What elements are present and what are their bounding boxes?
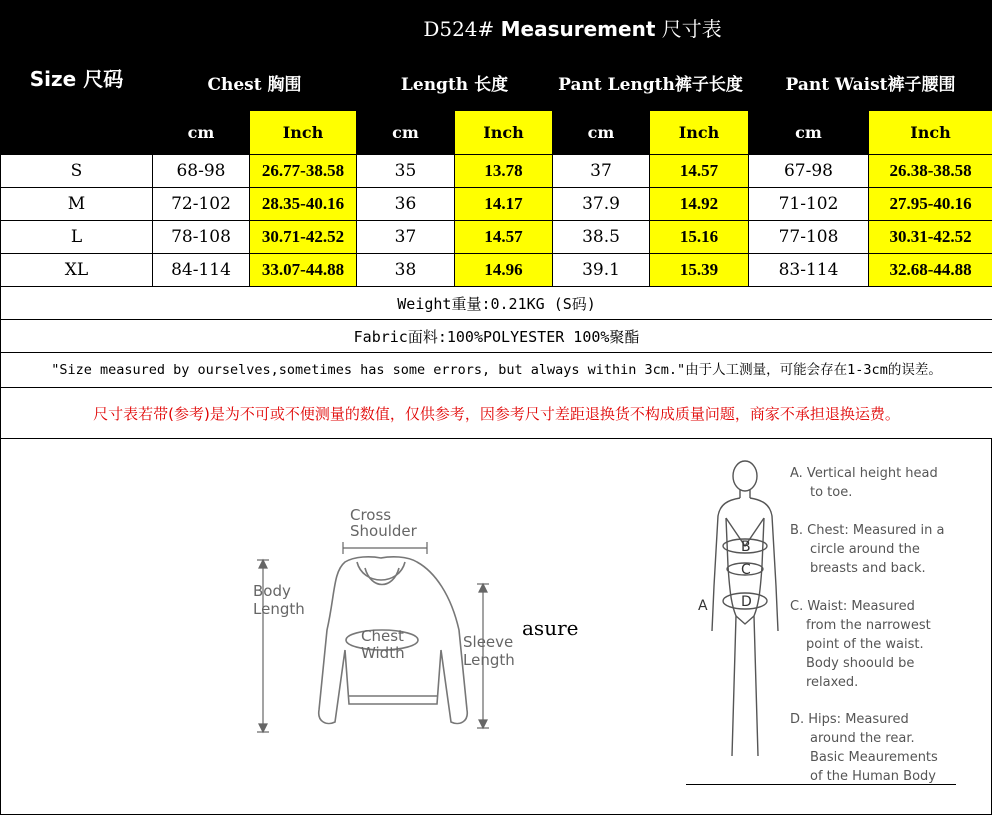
length-inch: 13.78 [455, 155, 553, 188]
chart-title [153, 1, 992, 54]
legend-b-line-1: circle around the [810, 542, 920, 557]
chest-width-label-2: Width [361, 644, 405, 662]
chest-inch: 26.77-38.58 [250, 155, 357, 188]
sleeve-length-label-1: Sleeve [463, 633, 514, 651]
marker-b: B [741, 539, 751, 555]
fabric-info: Fabric面料:100%POLYESTER 100%聚酯 [1, 320, 992, 353]
pant-length-cm: 37.9 [553, 188, 650, 221]
size-cell: M [1, 188, 153, 221]
legend-c [790, 597, 931, 692]
legend-c-line-2: point of the waist. [806, 637, 924, 652]
marker-d: D [741, 594, 752, 610]
length-cm: 38 [357, 254, 455, 287]
unit-cm: cm [749, 111, 869, 155]
legend-c-line-3: Body shoould be [806, 656, 915, 671]
title-bold: Measurement [500, 16, 656, 41]
measurement-note: "Size measured by ourselves,sometimes has some errors, but always within 3cm."由于人工测量，可能会存在1-3cm的误差。 [1, 353, 992, 388]
unit-inch: Inch [650, 111, 749, 155]
pant-waist-inch: 27.95-40.16 [869, 188, 992, 221]
chest-cm: 72-102 [153, 188, 250, 221]
unit-cm: cm [553, 111, 650, 155]
legend-d [790, 710, 938, 786]
legend-b [790, 521, 944, 578]
title-code: D524# [423, 16, 495, 41]
legend-c-label: C. Waist: Measured [790, 599, 915, 614]
legend-b-label: B. Chest: Measured in a [790, 523, 945, 538]
pant-length-inch: 15.16 [650, 221, 749, 254]
legend-a-line-1: to toe. [810, 485, 853, 500]
size-cell: L [1, 221, 153, 254]
legend-d-line-2: Basic Meaurements [810, 750, 938, 765]
legend-a [790, 464, 938, 502]
body-length-label-2: Length [253, 600, 305, 618]
chest-cm: 84-114 [153, 254, 250, 287]
group-pant-waist: Pant Waist裤子腰围 [749, 54, 992, 111]
pant-length-inch: 14.57 [650, 155, 749, 188]
unit-cm: cm [357, 111, 455, 155]
table-row [1, 254, 992, 287]
title-cn: 尺寸表 [661, 16, 722, 41]
marker-c: C [741, 562, 751, 578]
table-row [1, 221, 992, 254]
sweater-measurement-illustration [245, 500, 520, 750]
length-inch: 14.96 [455, 254, 553, 287]
sleeve-length-label-2: Length [463, 651, 515, 669]
table-row [1, 188, 992, 221]
reference-warning: 尺寸表若带(参考)是为不可或不便测量的数值，仅供参考，因参考尺寸差距退换货不构成质量问题，商家不承担退换运费。 [1, 388, 992, 439]
unit-inch: Inch [455, 111, 553, 155]
pant-waist-cm: 83-114 [749, 254, 869, 287]
length-inch: 14.57 [455, 221, 553, 254]
chest-inch: 30.71-42.52 [250, 221, 357, 254]
legend-d-line-1: around the rear. [810, 731, 915, 746]
legend-c-line-1: from the narrowest [806, 618, 931, 633]
legend-a-label: A. Vertical height head [790, 466, 938, 481]
pant-waist-inch: 26.38-38.58 [869, 155, 992, 188]
pant-waist-cm: 67-98 [749, 155, 869, 188]
length-cm: 35 [357, 155, 455, 188]
group-length: Length 长度 [357, 54, 553, 111]
pant-length-cm: 39.1 [553, 254, 650, 287]
unit-cm: cm [153, 111, 250, 155]
pant-waist-cm: 71-102 [749, 188, 869, 221]
legend-c-line-4: relaxed. [806, 675, 859, 690]
group-chest: Chest 胸围 [153, 54, 357, 111]
cross-shoulder-label-2: Shoulder [350, 522, 417, 540]
group-pant-length: Pant Length裤子长度 [553, 54, 749, 111]
chest-cm: 78-108 [153, 221, 250, 254]
length-cm: 36 [357, 188, 455, 221]
pant-length-inch: 15.39 [650, 254, 749, 287]
size-header: Size 尺码 [1, 1, 153, 155]
stray-text: asure [522, 616, 579, 640]
unit-inch: Inch [250, 111, 357, 155]
chest-cm: 68-98 [153, 155, 250, 188]
size-cell: XL [1, 254, 153, 287]
unit-inch: Inch [869, 111, 992, 155]
size-cell: S [1, 155, 153, 188]
weight-info: Weight重量:0.21KG (S码) [1, 287, 992, 320]
chest-width-label-1: Chest [361, 627, 404, 645]
table-row [1, 155, 992, 188]
legend-b-line-2: breasts and back. [810, 561, 926, 576]
legend-d-line-3: of the Human Body [810, 769, 936, 784]
human-body-illustration [690, 456, 790, 776]
cross-shoulder-label-1: Cross [350, 506, 392, 524]
length-inch: 14.17 [455, 188, 553, 221]
body-length-label-1: Body [253, 582, 291, 600]
legend-d-label: D. Hips: Measured [790, 712, 909, 727]
pant-waist-cm: 77-108 [749, 221, 869, 254]
chest-inch: 33.07-44.88 [250, 254, 357, 287]
pant-waist-inch: 32.68-44.88 [869, 254, 992, 287]
length-cm: 37 [357, 221, 455, 254]
pant-length-inch: 14.92 [650, 188, 749, 221]
pant-length-cm: 37 [553, 155, 650, 188]
pant-length-cm: 38.5 [553, 221, 650, 254]
chest-inch: 28.35-40.16 [250, 188, 357, 221]
marker-a: A [698, 598, 708, 614]
pant-waist-inch: 30.31-42.52 [869, 221, 992, 254]
